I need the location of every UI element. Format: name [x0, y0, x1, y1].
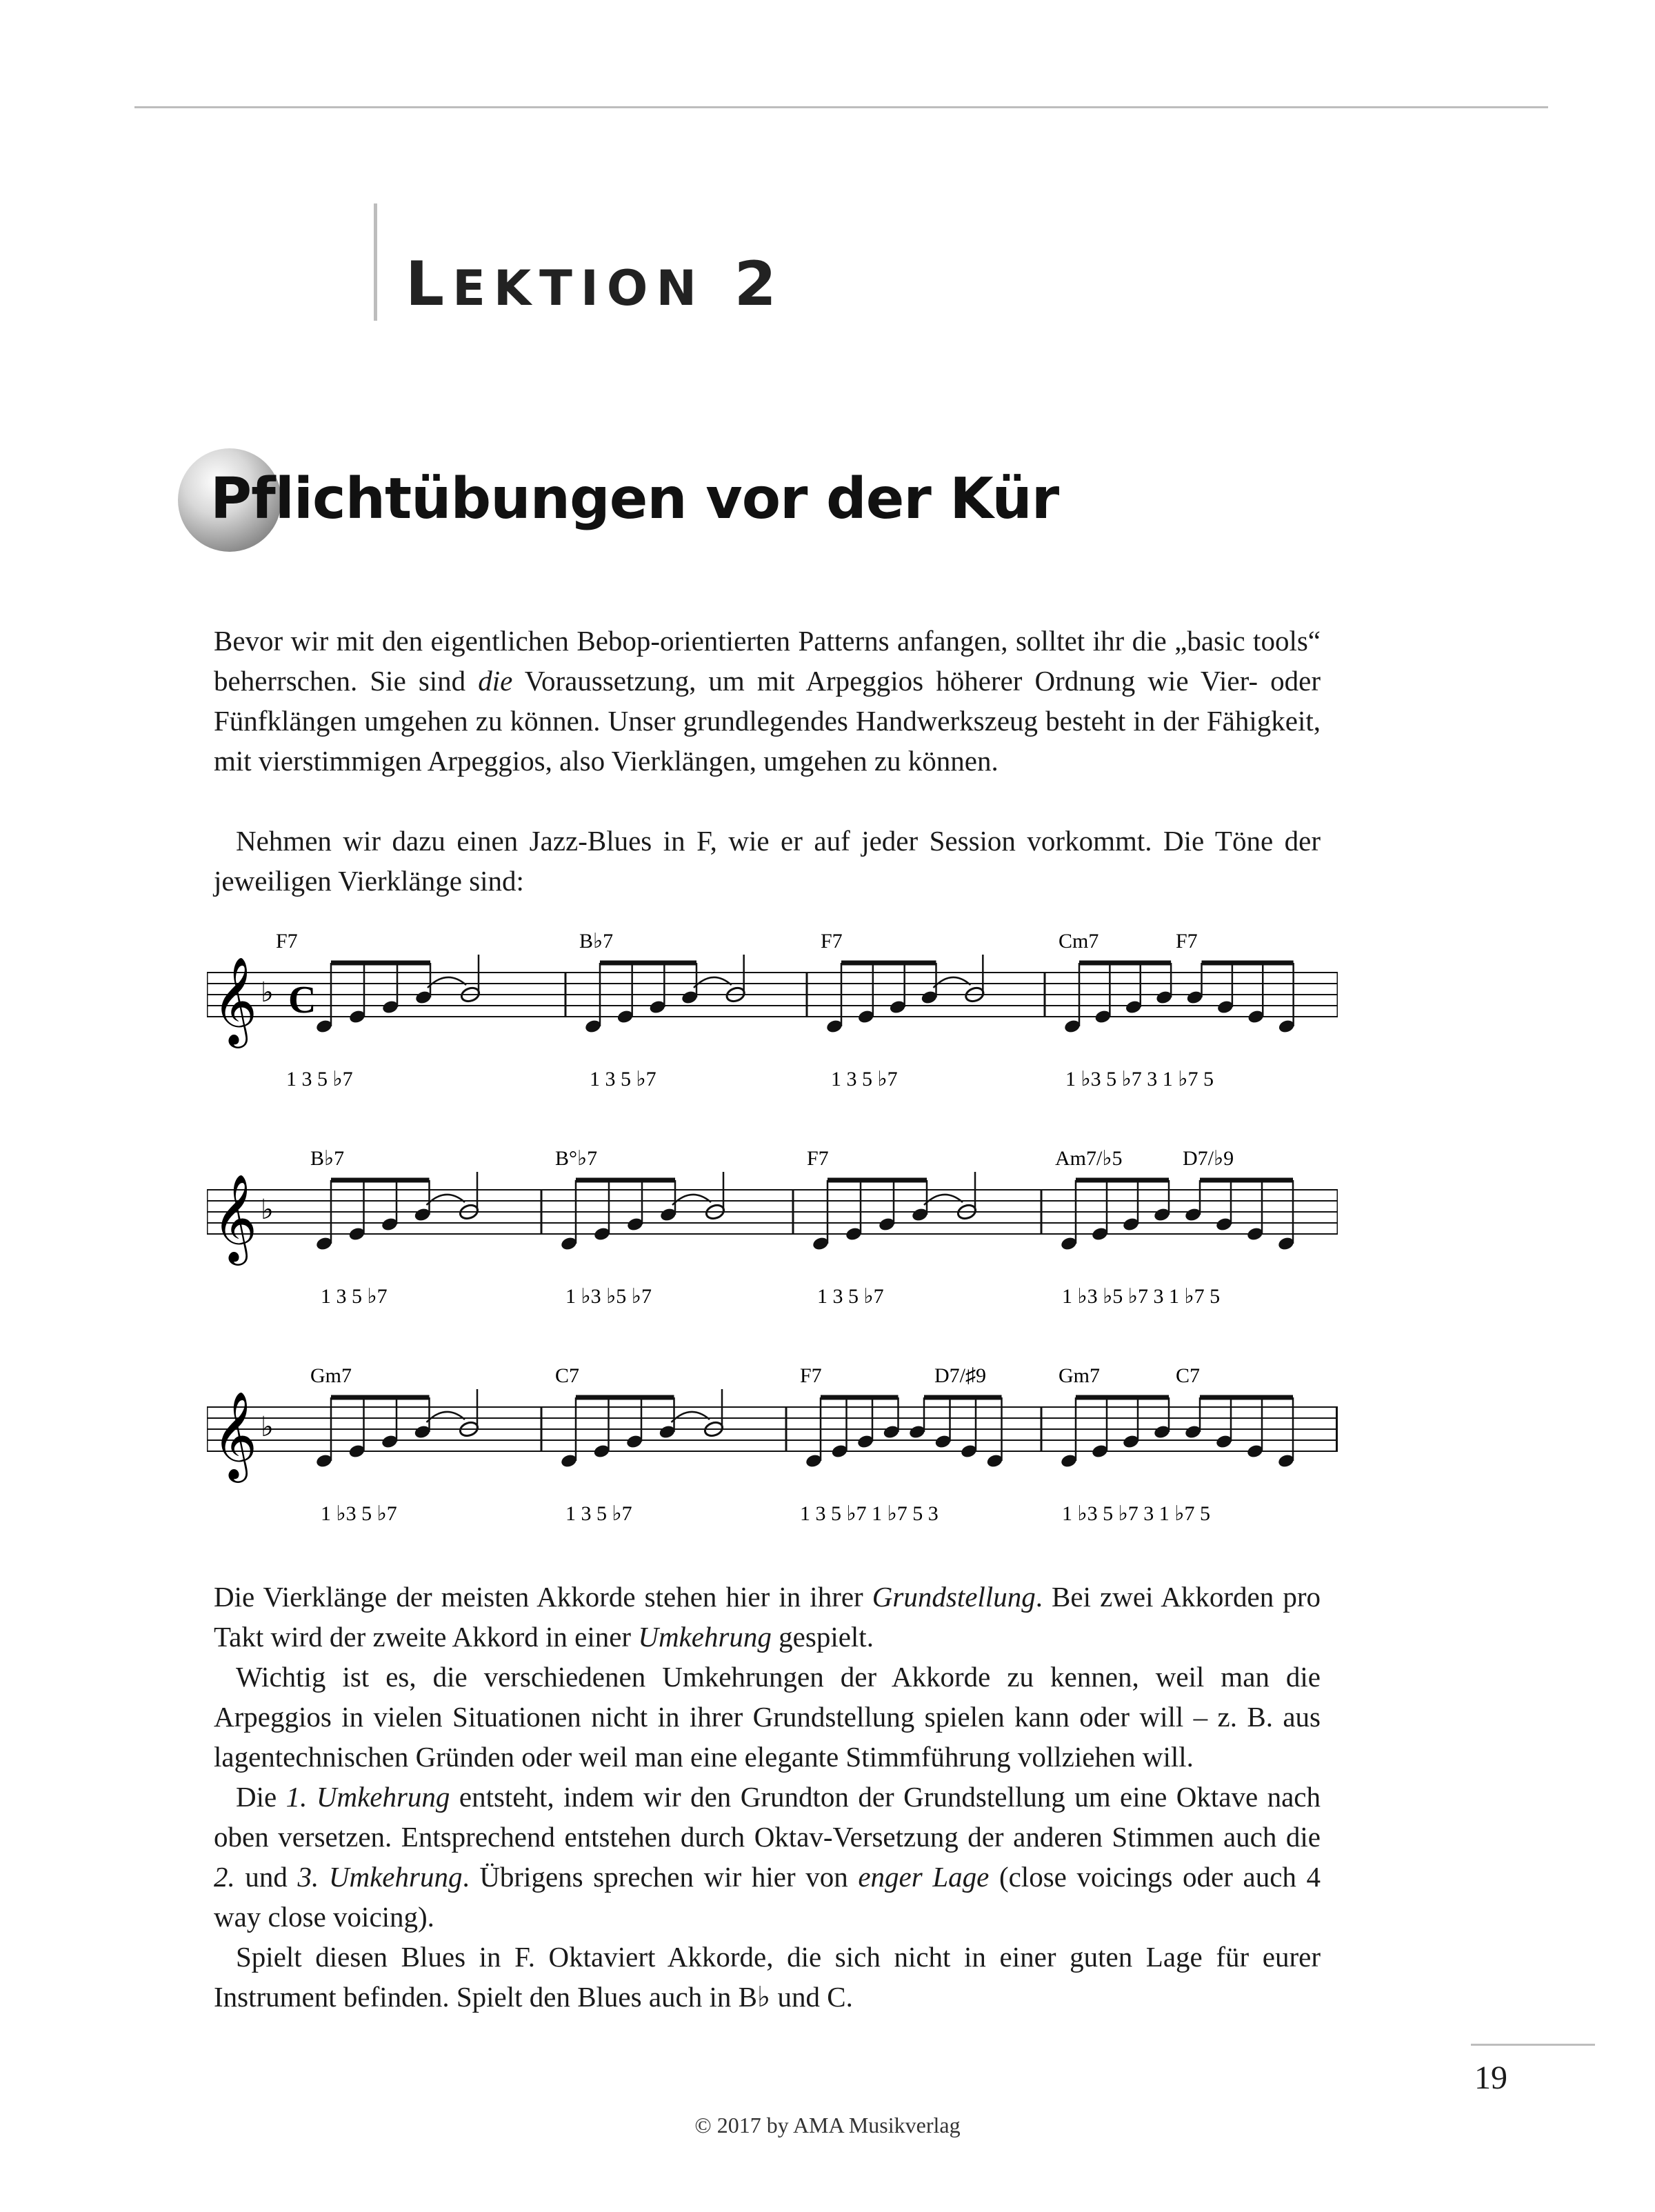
chord-symbol: Am7/♭5 — [1055, 1147, 1123, 1170]
lesson-heading — [405, 248, 785, 319]
treble-clef-icon: 𝄞 — [212, 1176, 258, 1260]
paragraph-blues — [214, 821, 1321, 901]
degree-label: 1 ♭3 5 ♭7 3 1 ♭7 5 — [1065, 1068, 1214, 1090]
p2-text: Nehmen wir dazu einen Jazz-Blues in F, wie er auf jeder Session vorkommt. Die Töne der jeweiligen Vierklänge sind: — [214, 825, 1321, 897]
chord-symbol: F7 — [800, 1364, 822, 1387]
chord-symbol: Cm7 — [1059, 930, 1099, 953]
key-flat-icon: ♭ — [261, 977, 274, 1008]
p5-emphasis-3: 3. Umkehrung — [297, 1861, 463, 1893]
tie — [934, 977, 971, 988]
paragraph-intro — [214, 621, 1321, 781]
time-signature: C — [288, 979, 317, 1022]
p1-text-b: Voraussetzung, um mit Arpeggios höherer Ordnung wie Vier- oder Fünfklängen umgehen zu können. Unser grundlegendes Handwerkszeug besteht in der Fähigkeit, mit vierstimmigen Arpeggios, also Vierklängen, umgehen zu können. — [214, 665, 1321, 777]
chord-symbol: Gm7 — [1059, 1364, 1100, 1387]
p5-emphasis-4: enger Lage — [858, 1861, 990, 1893]
music-score — [207, 910, 1338, 1559]
tie — [427, 1195, 465, 1205]
treble-clef-icon: 𝄞 — [212, 1393, 258, 1477]
p3-text-c: gespielt. — [771, 1621, 874, 1653]
degree-label: 1 ♭3 5 ♭7 3 1 ♭7 5 — [1062, 1502, 1210, 1525]
chord-symbol: F7 — [807, 1147, 829, 1170]
degree-label: 1 3 5 ♭7 — [565, 1502, 632, 1525]
p3-emphasis-1: Grundstellung — [872, 1581, 1036, 1613]
degree-label: 1 3 5 ♭7 — [321, 1285, 388, 1308]
paragraph-umkehrungen — [214, 1657, 1321, 1777]
tie — [672, 1412, 710, 1422]
p5-text-c: und — [234, 1861, 298, 1893]
chord-symbol: F7 — [821, 930, 843, 953]
p5-emphasis-2: 2. — [214, 1861, 235, 1893]
lesson-initial: L — [405, 248, 453, 319]
chord-symbol: B♭7 — [310, 1147, 345, 1170]
degree-label: 1 3 5 ♭7 — [831, 1068, 898, 1090]
tie — [428, 977, 466, 988]
p6-text: Spielt diesen Blues in F. Oktaviert Akkorde, die sich nicht in einer guten Lage für eurer Instrument befinden. Spielt den Blues auch in B♭ und C. — [214, 1941, 1321, 2013]
page-number-rule — [1471, 2044, 1595, 2046]
copyright: © 2017 by AMA Musikverlag — [694, 2113, 961, 2138]
p3-text-a: Die Vierklänge der meisten Akkorde stehen hier in ihrer — [214, 1581, 872, 1613]
chord-symbol: F7 — [1176, 930, 1198, 953]
p5-text-d: . Übrigens sprechen wir hier von — [462, 1861, 859, 1893]
degree-label: 1 3 5 ♭7 1 ♭7 5 3 — [800, 1502, 939, 1525]
chord-symbol: Gm7 — [310, 1364, 352, 1387]
p5-text-e: (close voicings oder auch 4 way close voicing). — [214, 1861, 1321, 1933]
key-flat-icon: ♭ — [261, 1411, 274, 1442]
treble-clef-icon: 𝄞 — [212, 959, 258, 1043]
paragraph-grundstellung — [214, 1577, 1321, 1657]
p5-emphasis-1: 1. Umkehrung — [285, 1781, 450, 1813]
section-title: Pflichtübungen vor der Kür — [210, 466, 1059, 532]
p1-text-a: Bevor wir mit den eigentlichen Bebop-orientierten Patterns anfangen, solltet ihr die „basic tools“ beherrschen. Sie sind — [214, 625, 1321, 697]
p4-text: Wichtig ist es, die verschiedenen Umkehrungen der Akkorde zu kennen, weil man die Arpeggios in vielen Situationen nicht in ihrer Grundstellung spielen kann oder will – z. B. aus lagentechnischen Gründen oder weil man eine elegante Stimmführung vollziehen will. — [214, 1661, 1321, 1773]
chord-symbol: F7 — [276, 930, 298, 953]
p1-emphasis: die — [478, 665, 513, 697]
p3-text-b: . Bei zwei Akkorden pro Takt wird der zweite Akkord in einer — [214, 1581, 1321, 1653]
degree-label: 1 ♭3 ♭5 ♭7 3 1 ♭7 5 — [1062, 1285, 1221, 1308]
degree-label: 1 ♭3 ♭5 ♭7 — [565, 1285, 652, 1308]
degree-label: 1 3 5 ♭7 — [817, 1285, 884, 1308]
chord-symbol: C7 — [555, 1364, 580, 1387]
degree-label: 1 3 5 ♭7 — [590, 1068, 656, 1090]
tie — [694, 977, 732, 988]
degree-label: 1 3 5 ♭7 — [286, 1068, 353, 1090]
lesson-bar — [374, 203, 377, 321]
tie — [427, 1412, 465, 1422]
page-number: 19 — [1474, 2060, 1507, 2096]
lesson-word: EKTION — [452, 260, 705, 317]
degree-label: 1 ♭3 5 ♭7 — [321, 1502, 397, 1525]
chord-symbol: D7/♯9 — [934, 1364, 986, 1387]
key-flat-icon: ♭ — [261, 1194, 274, 1225]
chord-symbol: B°♭7 — [555, 1147, 598, 1170]
paragraph-exercise — [214, 1937, 1321, 2017]
chord-symbol: D7/♭9 — [1183, 1147, 1234, 1170]
lesson-number: 2 — [734, 248, 785, 319]
top-rule — [134, 106, 1548, 108]
p5-text-a: Die — [236, 1781, 286, 1813]
paragraph-erste-umkehrung — [214, 1777, 1321, 1937]
chord-symbol: C7 — [1176, 1364, 1201, 1387]
tie — [672, 1195, 711, 1205]
p3-emphasis-2: Umkehrung — [638, 1621, 772, 1653]
chord-symbol: B♭7 — [579, 930, 614, 953]
tie — [924, 1195, 963, 1205]
p5-text-b: entsteht, indem wir den Grundton der Grundstellung um eine Oktave nach oben versetzen. Entsprechend entstehen durch Oktav-Versetzung der anderen Stimmen auch die — [214, 1781, 1321, 1853]
